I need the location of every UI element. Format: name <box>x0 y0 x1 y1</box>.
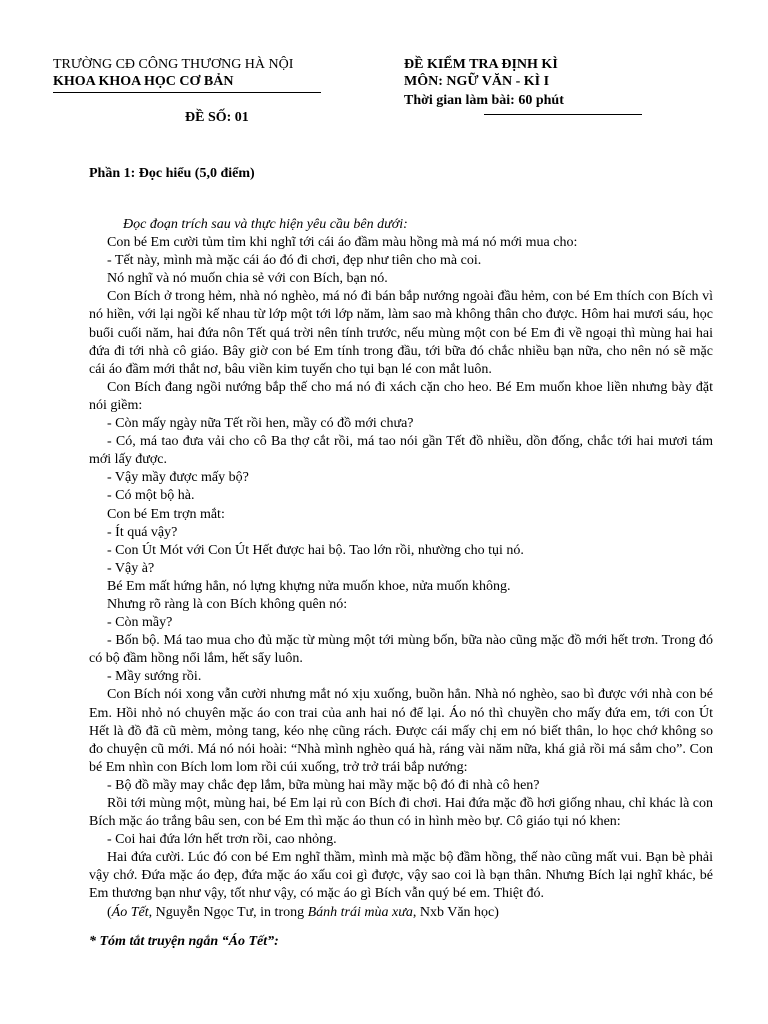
citation-work: Áo Tết <box>111 904 149 920</box>
passage-paragraph: - Ít quá vậy? <box>107 524 178 540</box>
exam-time: Thời gian làm bài: 60 phút <box>404 93 564 108</box>
passage-paragraph: - Coi hai đứa lớn hết trơn rồi, cao nhỏng. <box>107 832 337 848</box>
summary-heading: * Tóm tắt truyện ngắn “Áo Tết”: <box>89 934 279 949</box>
school-name: TRƯỜNG CĐ CÔNG THƯƠNG HÀ NỘI <box>53 57 294 72</box>
exam-title: ĐỀ KIỂM TRA ĐỊNH KÌ <box>404 57 558 72</box>
passage-paragraph: - Bốn bộ. Má tao mua cho đủ mặc từ mùng một tới mùng bốn, bữa nào cũng mặc đồ mới hết trơn. Trong đó có bộ đầm hồng nổi lắm, hết sẩy luôn. <box>89 633 713 667</box>
instruction-line: Đọc đoạn trích sau và thực hiện yêu cầu bên dưới: <box>123 217 408 232</box>
time-underline <box>484 114 642 115</box>
subject-label: MÔN: NGỮ VĂN - KÌ I <box>404 74 550 89</box>
passage-paragraph: Con Bích đang ngồi nướng bắp thế cho má nó đi xách cặn cho heo. Bé Em muốn khoe liền nhưng bày đặt nói giềm: <box>89 379 713 413</box>
passage-paragraph: Con bé Em cười tủm tỉm khi nghĩ tới cái áo đầm màu hồng mà má nó mới mua cho: <box>107 235 578 251</box>
faculty-name: KHOA KHOA HỌC CƠ BẢN <box>53 74 234 89</box>
passage-paragraph: Nhưng rõ ràng là con Bích không quên nó: <box>107 596 348 612</box>
faculty-underline <box>53 92 321 93</box>
passage-paragraph: Rồi tới mùng một, mùng hai, bé Em lại rủ con Bích đi chơi. Hai đứa mặc đồ hơi giống nhau, chỉ khác là con Bích mặc áo trắng bâu sen, con bé Em thì mặc áo thun có in hình mèo bự. Cô giáo tụi nó khen: <box>89 796 714 830</box>
passage-paragraph: - Con Út Mót với Con Út Hết được hai bộ. Tao lớn rồi, nhường cho tụi nó. <box>107 542 524 558</box>
passage-paragraph: - Vậy à? <box>107 560 155 576</box>
passage-paragraph: - Tết này, mình mà mặc cái áo đó đi chơi, đẹp như tiên cho mà coi. <box>107 253 482 269</box>
exam-number: ĐỀ SỐ: 01 <box>185 110 249 125</box>
passage-paragraph: - Bộ đồ mầy may chắc đẹp lắm, bữa mùng hai mầy mặc bộ đó đi nhà cô hen? <box>107 777 540 793</box>
passage-paragraph: Con Bích ở trong hẻm, nhà nó nghèo, má nó đi bán bắp nướng ngoài đầu hẻm, con bé Em thích con Bích vì nó hiền, với lại ngồi kế nhau từ lớp một tới lớp năm, làm sao mà không thân cho được. Hôm hai mươi sáu, học buổi cuối năm, hai đứa nôn Tết quá trời nên tính trước, nếu mùng một con bé Em đi về ngoại thì mùng hai hai đứa đi tới nhà cô giáo. Bây giờ con bé Em tính trong đầu, tới bữa đó chắc nhiều bạn nữa, cho nên nó sẽ mặc cái áo đầm mới thắt nơ, bâu viền kim tuyến cho tụi bạn lé con mắt luôn. <box>89 289 713 377</box>
passage-paragraph: - Có một bộ hà. <box>107 488 195 504</box>
passage-paragraph: - Mầy sướng rồi. <box>107 669 202 685</box>
passage-paragraph: - Có, má tao đưa vải cho cô Ba thợ cắt rồi, má tao nói gần Tết đồ nhiều, dồn đống, chắc tới hai mươi tám mới lấy được. <box>89 434 713 468</box>
passage-paragraph: Hai đứa cười. Lúc đó con bé Em nghĩ thầm, mình mà mặc bộ đầm hồng, thế nào cũng mất vui. Bạn bè phải vậy chớ. Đứa mặc áo đẹp, đứa mặc áo xấu coi gì được, vậy sao coi là bạn thân. Nhưng Bích lại nghĩ khác, bé Em thương bạn như vậy, tốt như vậy, có mặc áo gì Bích vẫn quý bé em. Thiệt đó. <box>89 850 713 902</box>
passage-paragraph: - Vậy mầy được mấy bộ? <box>107 470 249 486</box>
passage-paragraph: Nó nghĩ và nó muốn chia sẻ với con Bích, bạn nó. <box>107 271 388 287</box>
passage-paragraph: Con bé Em trợn mắt: <box>107 506 225 522</box>
passage-paragraph: - Còn mầy? <box>107 615 173 631</box>
passage-paragraph: Bé Em mất hứng hẳn, nó lựng khựng nửa muốn khoe, nửa muốn không. <box>107 578 511 594</box>
reading-passage <box>89 216 713 922</box>
passage-paragraph: - Còn mấy ngày nữa Tết rồi hen, mầy có đồ mới chưa? <box>107 416 414 432</box>
citation-book: Bánh trái mùa xưa <box>307 904 413 920</box>
paragraph-list <box>89 234 713 903</box>
citation: (Áo Tết, Nguyễn Ngọc Tư, in trong Bánh trái mùa xưa, Nxb Văn học) <box>107 904 499 920</box>
passage-paragraph: Con Bích nói xong vẫn cười nhưng mắt nó xịu xuống, buồn hẳn. Nhà nó nghèo, sao bì được với nhà con bé Em. Hồi nhỏ nó chuyên mặc áo con trai của anh hai nó để lại. Áo nó thì chuyền cho mấy đứa em, tới con Út Hết là đồ đã cũ mèm, mỏng tang, kéo nhẹ cũng rách. Được cái mấy chị em nó biết thân, lo học chớ không so đo chuyện cũ mới. Má nó nói hoài: “Nhà mình nghèo quá hà, ráng vài năm nữa, khá giả rồi má sắm cho”. Con bé Em nhìn con Bích lom lom rồi cúi xuống, trở trở trái bắp nướng: <box>89 687 713 775</box>
section-title: Phần 1: Đọc hiểu (5,0 điểm) <box>89 166 255 181</box>
